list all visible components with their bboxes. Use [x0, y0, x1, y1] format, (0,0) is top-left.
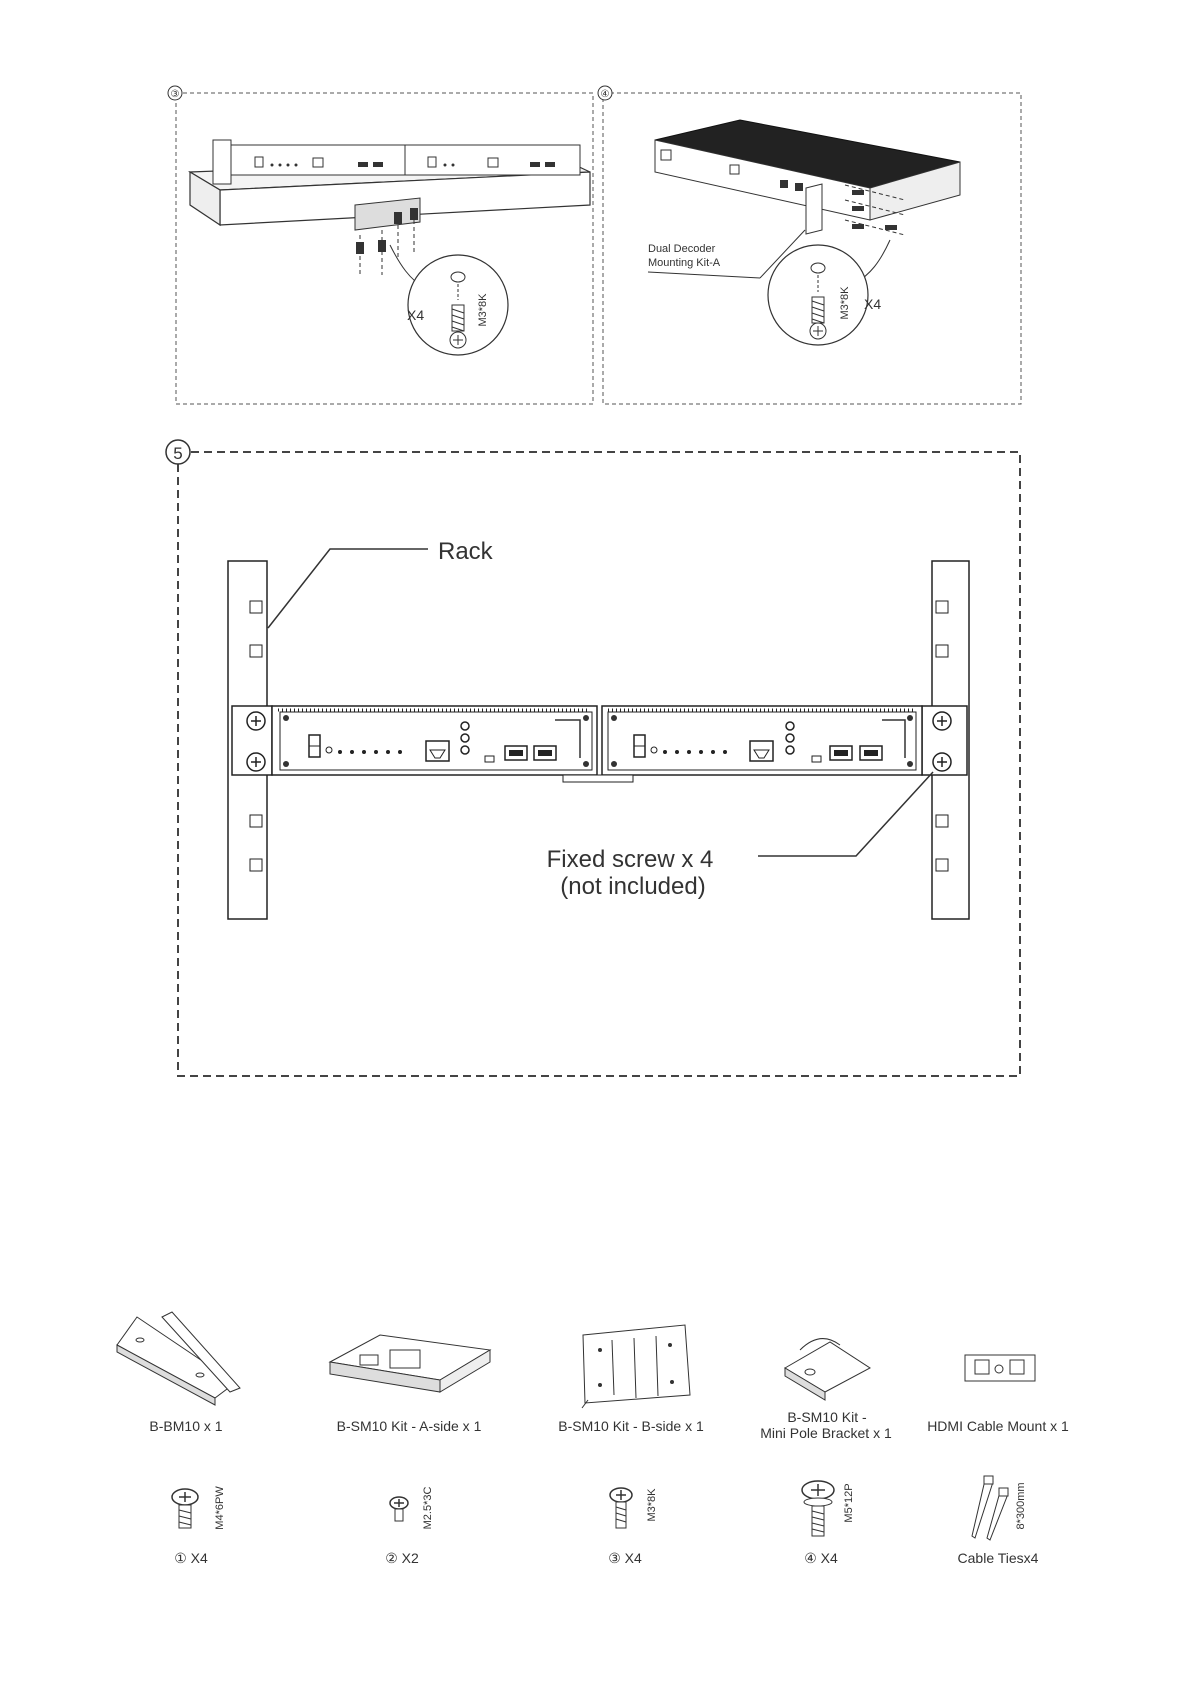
cable-ties-label: Cable Tiesx4	[957, 1550, 1039, 1566]
screw-1-illustration	[172, 1489, 198, 1528]
cable-ties-spec: 8*300mm	[1015, 1482, 1027, 1530]
cable-ties-illustration	[972, 1476, 1008, 1540]
step4-decoder-stack	[655, 120, 960, 234]
rack-leader-line	[268, 549, 428, 628]
decoder-unit-right	[602, 706, 922, 775]
step3-screw-spec: M3*8K	[477, 293, 489, 327]
step3-panel	[168, 86, 593, 404]
step4-count: X4	[864, 296, 882, 312]
step3-number: ③	[170, 89, 180, 100]
part-3-label: B-SM10 Kit - B-side x 1	[558, 1418, 704, 1434]
part-4-label-line2: Mini Pole Bracket x 1	[760, 1425, 892, 1441]
mount-ear-right	[922, 706, 967, 775]
parts-list	[117, 1312, 1069, 1441]
step4-kit-label-line2: Mounting Kit-A	[648, 257, 721, 269]
screw-4-illustration	[802, 1481, 834, 1536]
mount-ear-left	[232, 706, 272, 775]
joint-bracket	[563, 775, 633, 782]
screw-3-spec: M3*8K	[646, 1488, 658, 1522]
part-pole-bracket-illustration	[785, 1339, 870, 1400]
step3-screw-callout	[408, 255, 508, 355]
step4-panel	[598, 86, 1021, 404]
part-4-label-line1: B-SM10 Kit -	[787, 1409, 867, 1425]
part-5-label: HDMI Cable Mount x 1	[927, 1418, 1069, 1434]
screw-1-label: ① X4	[174, 1550, 208, 1566]
step5-number: 5	[173, 444, 183, 463]
screws-list	[172, 1476, 1039, 1566]
fixed-screw-label-line1: Fixed screw x 4	[546, 846, 714, 873]
screw-4-spec: M5*12P	[843, 1483, 855, 1523]
part-sm10-a-illustration	[330, 1335, 490, 1392]
step3-count: X4	[407, 307, 425, 323]
decoder-unit-left	[272, 706, 597, 775]
part-hdmi-mount-illustration	[965, 1355, 1035, 1381]
screw-4-label: ④ X4	[804, 1550, 838, 1566]
screw-2-illustration	[390, 1497, 408, 1521]
screw-2-label: ② X2	[385, 1550, 419, 1566]
part-sm10-b-illustration	[582, 1325, 690, 1408]
fixed-screw-leader-line	[758, 772, 933, 856]
step3-decoder-pair	[190, 140, 590, 230]
step4-screw-spec: M3*8K	[839, 286, 851, 320]
step4-number: ④	[600, 89, 610, 100]
screw-2-spec: M2.5*3C	[422, 1486, 434, 1530]
step4-kit-label-line1: Dual Decoder	[648, 243, 716, 255]
step4-screw-callout	[768, 245, 868, 345]
part-bm10-illustration	[117, 1312, 240, 1405]
part-2-label: B-SM10 Kit - A-side x 1	[336, 1418, 482, 1434]
screw-3-label: ③ X4	[608, 1550, 642, 1566]
screw-3-illustration	[610, 1488, 632, 1528]
fixed-screw-label-line2: (not included)	[560, 873, 706, 900]
rack-label: Rack	[438, 538, 493, 565]
step5-panel	[166, 440, 1020, 1076]
screw-1-spec: M4*6PW	[214, 1486, 226, 1530]
part-1-label: B-BM10 x 1	[149, 1418, 223, 1434]
